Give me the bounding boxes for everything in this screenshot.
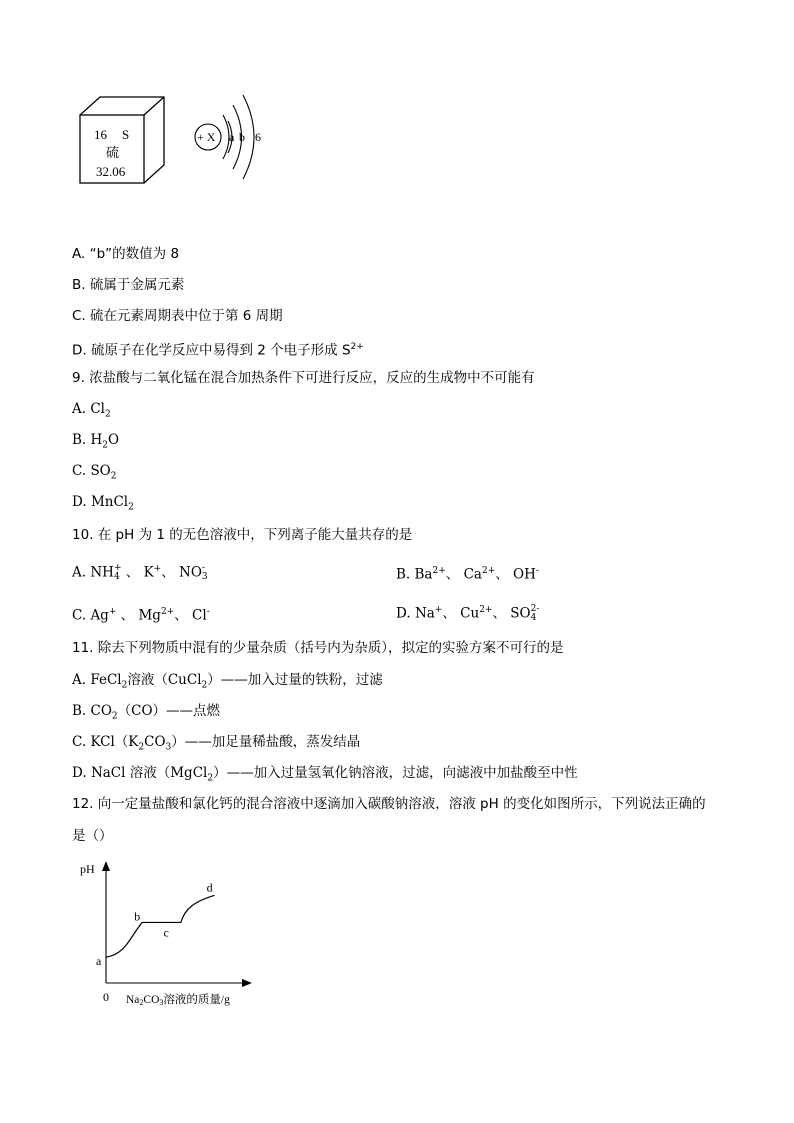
option-label: C. [72, 308, 86, 324]
formula-subscript: 2 [110, 471, 117, 482]
formula-part: SO [90, 463, 111, 479]
separator: 、 [174, 607, 193, 624]
q10-option-b [396, 562, 539, 584]
ion: Ba [414, 566, 433, 583]
separator: 、 [495, 566, 514, 583]
q8-option-a [72, 245, 179, 263]
formula-part: ）——加入过量的铁粉，过滤 [207, 672, 383, 688]
ion-charge: - [201, 563, 205, 573]
point-label-a: a [96, 954, 102, 969]
option-label: B. [396, 566, 411, 583]
option-label: C. [72, 607, 87, 624]
q9-option-d [72, 493, 134, 517]
point-label-b: b [134, 909, 141, 924]
formula-part: Cl [90, 401, 105, 417]
formula-part: ）——加足量稀盐酸，蒸发结晶 [171, 734, 361, 750]
ion: Cu [460, 605, 480, 622]
formula-part: H [90, 432, 103, 448]
ion-charge: 2- [530, 604, 540, 614]
point-label-c: c [163, 925, 169, 940]
q9-option-b [72, 431, 119, 455]
x-axis-label-part: CO [143, 994, 160, 1006]
formula-subscript: 2 [128, 502, 134, 513]
formula-part: CO [90, 703, 112, 719]
formula-part: MnCl [90, 494, 129, 510]
nucleus-charge: + X [197, 130, 216, 144]
point-label-d: d [206, 880, 213, 895]
ion-script [531, 605, 540, 623]
shell-6: 6 [255, 130, 261, 144]
formula-part: NaCl 溶液（MgCl [90, 765, 208, 781]
ion: Na [414, 605, 435, 622]
element-number: 16 [94, 127, 107, 142]
ion: NH [90, 564, 114, 581]
ion: SO [510, 605, 531, 622]
q9-option-c [72, 462, 117, 486]
separator: 、 [445, 566, 464, 583]
formula-subscript: 2 [111, 711, 118, 722]
ion-charge: 2+ [432, 566, 446, 576]
ion-charge: 2+ [160, 607, 175, 617]
option-label: D. [72, 494, 87, 510]
option-label: A. [72, 246, 86, 262]
x-axis-arrow [242, 979, 252, 987]
q10-option-d [396, 601, 539, 623]
y-axis-arrow [102, 861, 110, 871]
formula-subscript: 2 [207, 773, 214, 784]
option-label: C. [72, 734, 87, 750]
ion-charge: 2+ [479, 605, 493, 615]
ion-charge: + [108, 607, 117, 617]
element-name: 硫 [106, 145, 120, 160]
option-label: C. [72, 463, 87, 479]
ion-charge: 2+ [481, 566, 496, 576]
ion-charge: + [153, 564, 162, 574]
q8-option-d [72, 338, 364, 360]
ion-subscript: 3 [201, 572, 208, 582]
q10-stem: 10. 在 pH 为 1 的无色溶液中，下列离子能大量共存的是 [72, 527, 413, 543]
formula-part: FeCl [90, 672, 122, 688]
option-label: A. [72, 672, 87, 688]
ion-subscript: 4 [530, 613, 537, 623]
ion: K [143, 564, 154, 581]
q10-option-a [72, 560, 208, 582]
element-mass: 32.06 [96, 164, 126, 179]
formula-part: CO [144, 734, 166, 750]
q11-option-d [72, 764, 578, 788]
x-axis-label-sub: 3 [159, 998, 164, 1007]
ion-charge: - [535, 566, 539, 576]
formula-part: （CO）——点燃 [117, 703, 221, 719]
q8-option-b [72, 276, 184, 294]
formula-part: ）——加入过量氢氧化钠溶液，过滤，向滤液中加盐酸至中性 [213, 765, 578, 781]
formula-subscript: 2 [201, 680, 208, 691]
q10-option-c [72, 603, 210, 625]
x-axis-label-part: 溶液的质量/g [163, 994, 230, 1006]
ion-charge: 2+ [350, 342, 364, 352]
q11-option-c [72, 733, 360, 757]
option-text: 硫属于金属元素 [89, 277, 185, 293]
option-label: D. [396, 605, 411, 622]
ion-subscript: 4 [113, 572, 120, 582]
option-label: B. [72, 277, 86, 293]
q9-option-a [72, 400, 111, 424]
formula-part: KCl（K [90, 734, 139, 750]
origin-label: 0 [103, 990, 109, 1004]
option-text: “b”的数值为 8 [89, 246, 180, 262]
ion-charge: - [206, 607, 210, 617]
x-axis-label-part: Na [126, 994, 140, 1006]
separator: 、 [121, 564, 144, 581]
formula-subscript: 3 [165, 742, 172, 753]
shell-b: b [239, 130, 245, 144]
q8-option-c [72, 307, 283, 325]
q11-option-a [72, 671, 383, 695]
ion: OH [513, 566, 536, 583]
x-axis-label [126, 992, 230, 1007]
x-axis-label-sub: 2 [139, 998, 144, 1007]
q12-stem-line2: 是（） [72, 828, 113, 844]
q9-stem: 9. 浓盐酸与二氧化锰在混合加热条件下可进行反应，反应的生成物中不可能有 [72, 370, 535, 386]
option-label: A. [72, 564, 87, 581]
q11-stem: 11. 除去下列物质中混有的少量杂质（括号内为杂质），拟定的实验方案不可行的是 [72, 640, 564, 656]
ion-script [202, 564, 208, 582]
formula-subscript: 2 [102, 440, 109, 451]
y-axis-label: pH [80, 862, 95, 876]
formula-part: O [108, 432, 120, 448]
shell-a: a [229, 130, 235, 144]
ion: Mg [138, 607, 161, 624]
option-label: D. [72, 765, 87, 781]
separator: 、 [492, 605, 511, 622]
option-label: D. [72, 342, 87, 359]
option-label: B. [72, 703, 87, 719]
ion: NO [179, 564, 202, 581]
ion: Ca [463, 566, 482, 583]
element-symbol: S [122, 127, 130, 142]
ion-charge: + [113, 563, 122, 573]
formula-part: 溶液（CuCl [127, 672, 202, 688]
option-text: 硫在元素周期表中位于第 6 周期 [90, 308, 283, 324]
option-label: B. [72, 432, 87, 448]
ph-chart [70, 855, 270, 1015]
separator: 、 [116, 607, 135, 624]
q12-stem-line1: 12. 向一定量盐酸和氯化钙的混合溶液中逐滴加入碳酸钠溶液，溶液 pH 的变化如图所示，下列说法正确的 [72, 796, 706, 812]
ion: Cl [192, 607, 207, 624]
q11-option-b [72, 702, 220, 726]
ion-charge: + [434, 605, 443, 615]
ph-curve-line [106, 895, 215, 957]
formula-subscript: 2 [121, 680, 128, 691]
option-label: A. [72, 401, 87, 417]
separator: 、 [161, 564, 180, 581]
separator: 、 [442, 605, 456, 622]
ion: Ag [90, 607, 109, 624]
formula-subscript: 2 [138, 742, 145, 753]
formula-subscript: 2 [105, 409, 111, 420]
option-text: 硫原子在化学反应中易得到 2 个电子形成 S [90, 342, 351, 359]
sulfur-figure [70, 85, 270, 195]
